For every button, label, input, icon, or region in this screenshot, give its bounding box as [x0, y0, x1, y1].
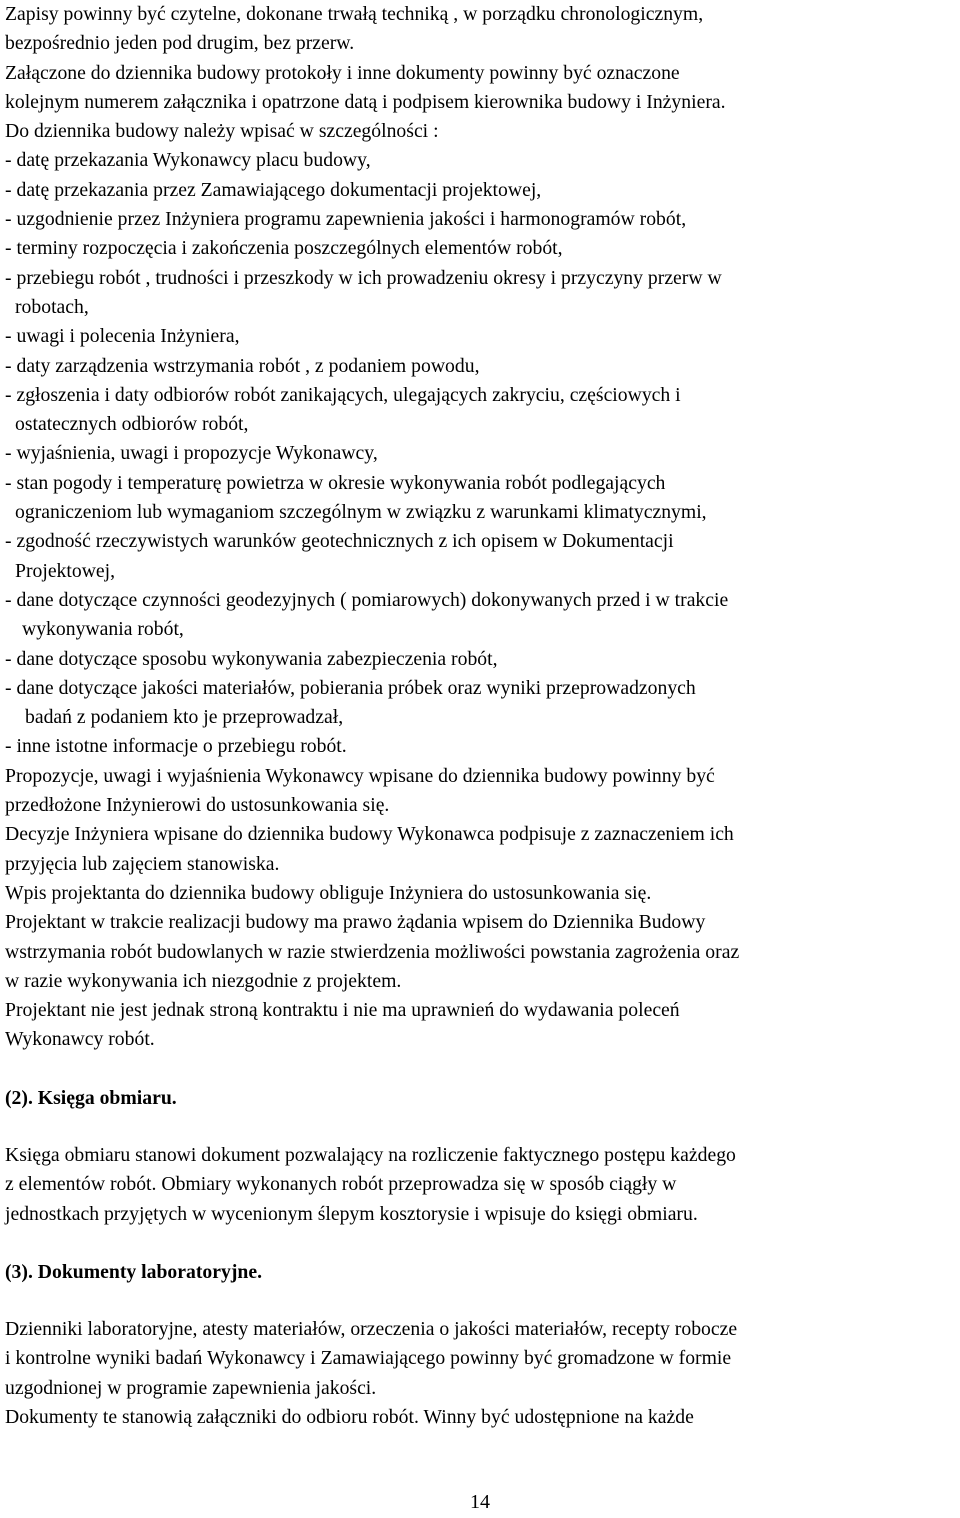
document-page	[5, 0, 960, 1432]
text-line: Wpis projektanta do dziennika budowy obliguje Inżyniera do ustosunkowania się.	[5, 881, 652, 904]
text-line: Projektant w trakcie realizacji budowy ma prawo żądania wpisem do Dziennika Budowy	[5, 911, 706, 934]
text-line: Propozycje, uwagi i wyjaśnienia Wykonawcy wpisane do dziennika budowy powinny być	[5, 764, 715, 787]
list-item: - dane dotyczące sposobu wykonywania zabezpieczenia robót,	[5, 647, 498, 670]
measurement-book-paragraph	[5, 1141, 960, 1229]
list-item: - wyjaśnienia, uwagi i propozycje Wykonawcy,	[5, 442, 378, 465]
text-line: Załączone do dziennika budowy protokoły i inne dokumenty powinny być oznaczone	[5, 61, 680, 84]
list-item: - datę przekazania przez Zamawiającego dokumentacji projektowej,	[5, 178, 542, 201]
section-heading-laboratory-documents: (3). Dokumenty laboratoryjne.	[5, 1260, 263, 1283]
text-line: i kontrolne wyniki badań Wykonawcy i Zamawiającego powinny być gromadzone w formie	[5, 1347, 732, 1370]
list-item-continuation: badań z podaniem kto je przeprowadzał,	[25, 706, 344, 729]
section-heading-measurement-book: (2). Księga obmiaru.	[5, 1086, 177, 1109]
list-item: - uwagi i polecenia Inżyniera,	[5, 325, 240, 348]
text-line: Zapisy powinny być czytelne, dokonane trwałą techniką , w porządku chronologicznym,	[5, 3, 704, 25]
list-item: - terminy rozpoczęcia i zakończenia poszczególnych elementów robót,	[5, 237, 563, 260]
text-line: w razie wykonywania ich niezgodnie z projektem.	[5, 969, 402, 992]
list-item-continuation: robotach,	[15, 295, 89, 318]
list-item: - inne istotne informacje o przebiegu robót.	[5, 735, 347, 758]
text-line: Księga obmiaru stanowi dokument pozwalający na rozliczenie faktycznego postępu każdego	[5, 1143, 736, 1166]
text-line: Projektant nie jest jednak stroną kontraktu i nie ma uprawnień do wydawania poleceń	[5, 999, 680, 1022]
intro-paragraph	[5, 0, 960, 146]
list-item: - przebiegu robót , trudności i przeszkody w ich prowadzeniu okresy i przyczyny przerw w	[5, 266, 722, 289]
list-item: - datę przekazania Wykonawcy placu budowy,	[5, 149, 371, 172]
text-line: Do dziennika budowy należy wpisać w szczególności :	[5, 120, 439, 143]
text-line: jednostkach przyjętych w wycenionym ślepym kosztorysie i wpisuje do księgi obmiaru.	[5, 1202, 698, 1225]
diary-entries-list	[5, 146, 960, 761]
list-item-continuation: ostatecznych odbiorów robót,	[15, 413, 249, 436]
list-item: - daty zarządzenia wstrzymania robót , z podaniem powodu,	[5, 354, 480, 377]
text-line: Dokumenty te stanowią załączniki do odbioru robót. Winny być udostępnione na każde	[5, 1406, 694, 1429]
text-line: wstrzymania robót budowlanych w razie stwierdzenia możliwości powstania zagrożenia oraz	[5, 940, 740, 963]
list-item-continuation: ograniczeniom lub wymaganiom szczególnym w związku z warunkami klimatycznymi,	[15, 501, 707, 524]
text-line: bezpośrednio jeden pod drugim, bez przerw.	[5, 32, 355, 55]
text-line: Dzienniki laboratoryjne, atesty materiałów, orzeczenia o jakości materiałów, recepty robocze	[5, 1318, 738, 1341]
text-line: przyjęcia lub zajęciem stanowiska.	[5, 852, 280, 875]
list-item: - zgodność rzeczywistych warunków geotechnicznych z ich opisem w Dokumentacji	[5, 530, 674, 553]
list-item: - dane dotyczące czynności geodezyjnych ( pomiarowych) dokonywanych przed i w trakcie	[5, 588, 729, 611]
text-line: przedłożone Inżynierowi do ustosunkowania się.	[5, 794, 390, 817]
list-item-continuation: wykonywania robót,	[22, 618, 184, 641]
list-item: - zgłoszenia i daty odbiorów robót zanikających, ulegających zakryciu, częściowych i	[5, 383, 681, 406]
closing-paragraphs	[5, 762, 960, 1055]
list-item: - dane dotyczące jakości materiałów, pobierania próbek oraz wyniki przeprowadzonych	[5, 676, 696, 699]
list-item: - stan pogody i temperaturę powietrza w okresie wykonywania robót podlegających	[5, 471, 666, 494]
page-number: 14	[470, 1491, 490, 1513]
laboratory-documents-paragraph	[5, 1315, 960, 1432]
text-line: Decyzje Inżyniera wpisane do dziennika budowy Wykonawca podpisuje z zaznaczeniem ich	[5, 823, 734, 846]
list-item-continuation: Projektowej,	[15, 559, 116, 582]
text-line: Wykonawcy robót.	[5, 1028, 155, 1051]
text-line: z elementów robót. Obmiary wykonanych robót przeprowadza się w sposób ciągły w	[5, 1173, 677, 1196]
text-line: kolejnym numerem załącznika i opatrzone datą i podpisem kierownika budowy i Inżyniera.	[5, 90, 726, 113]
list-item: - uzgodnienie przez Inżyniera programu zapewnienia jakości i harmonogramów robót,	[5, 208, 687, 231]
text-line: uzgodnionej w programie zapewnienia jakości.	[5, 1376, 377, 1399]
